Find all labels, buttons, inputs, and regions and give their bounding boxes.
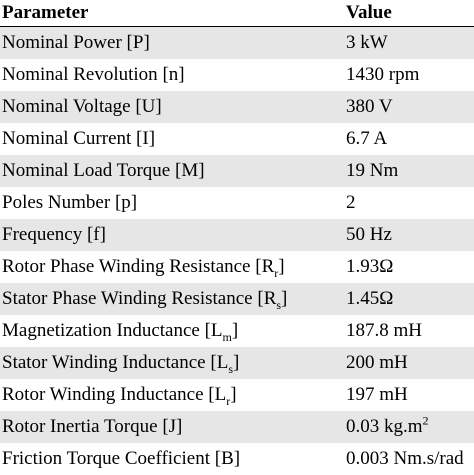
parameter-name: Poles Number [2, 192, 115, 213]
value-cell [334, 27, 474, 60]
parameter-symbol: L [217, 352, 229, 373]
table-row [0, 315, 474, 347]
parameter-value: 1.45Ω [346, 288, 393, 309]
table-row [0, 251, 474, 283]
parameter-cell: Nominal Power [P] [0, 27, 334, 60]
table-row [0, 219, 474, 251]
parameter-cell: Rotor Inertia Torque [J] [0, 411, 334, 443]
parameter-symbol: U [142, 96, 156, 117]
parameter-name: Rotor Phase Winding Resistance [2, 256, 251, 277]
value-cell [334, 59, 474, 91]
value-cell [334, 91, 474, 123]
value-cell [334, 219, 474, 251]
table-row [0, 27, 474, 60]
parameter-name: Rotor Winding Inductance [2, 384, 204, 405]
parameter-value: 380 V [346, 96, 393, 117]
parameter-symbol: P [133, 32, 144, 53]
parameter-value: 0.003 Nm.s/rad [346, 448, 464, 469]
symbol-subscript: r [274, 266, 278, 280]
parameter-value: 50 Hz [346, 224, 392, 245]
table-row [0, 443, 474, 475]
table-row [0, 91, 474, 123]
value-cell [334, 283, 474, 315]
parameter-value: 3 kW [346, 32, 388, 53]
parameter-cell: Rotor Winding Inductance $[L_r]$ [0, 379, 334, 411]
value-cell [334, 347, 474, 379]
parameter-symbol: p [121, 192, 131, 213]
parameter-name: Nominal Voltage [2, 96, 131, 117]
parameter-value: 6.7 A [346, 128, 387, 149]
table-row [0, 347, 474, 379]
parameter-name: Stator Winding Inductance [2, 352, 206, 373]
parameter-cell: Rotor Phase Winding Resistance $[R_r]$ [0, 251, 334, 283]
header-row [0, 0, 474, 27]
table-row [0, 123, 474, 155]
parameter-cell: Stator Winding Inductance $[L_s]$ [0, 347, 334, 379]
value-cell [334, 411, 474, 443]
parameter-cell: Friction Torque Coefficient [B] [0, 443, 334, 475]
parameter-symbol: R [264, 288, 277, 309]
parameter-name: Nominal Revolution [2, 64, 158, 85]
table-row [0, 283, 474, 315]
parameter-symbol: L [211, 320, 223, 341]
parameter-symbol: f [93, 224, 99, 245]
table-row [0, 411, 474, 443]
parameter-cell: Frequency [f] [0, 219, 334, 251]
parameter-value: 200 mH [346, 352, 408, 373]
parameter-symbol: L [215, 384, 227, 405]
parameter-value: 0.03 kg.m [346, 416, 423, 437]
parameter-symbol: B [221, 448, 234, 469]
value-cell [334, 155, 474, 187]
parameter-value: 187.8 mH [346, 320, 422, 341]
table-row [0, 155, 474, 187]
value-cell [334, 251, 474, 283]
parameter-cell: Stator Phase Winding Resistance $[R_s]$ [0, 283, 334, 315]
table-row [0, 187, 474, 219]
parameter-name: Stator Phase Winding Resistance [2, 288, 253, 309]
parameter-value: 197 mH [346, 384, 408, 405]
parameter-cell: Nominal Voltage [U] [0, 91, 334, 123]
parameter-name: Nominal Power [2, 32, 122, 53]
symbol-subscript: s [276, 298, 281, 312]
value-superscript: 2 [423, 414, 429, 428]
table-body [0, 27, 474, 475]
symbol-subscript: m [223, 330, 232, 344]
value-cell [334, 123, 474, 155]
parameter-cell: Magnetization Inductance $[L_m]$ [0, 315, 334, 347]
parameter-symbol: M [181, 160, 198, 181]
value-cell [334, 443, 474, 475]
parameter-value: 1.93Ω [346, 256, 393, 277]
symbol-subscript: r [226, 394, 230, 408]
parameter-symbol: R [262, 256, 275, 277]
parameter-symbol: n [169, 64, 179, 85]
symbol-subscript: s [228, 362, 233, 376]
parameter-value: 19 Nm [346, 160, 398, 181]
value-column-header: Value [334, 0, 474, 27]
parameter-name: Magnetization Inductance [2, 320, 200, 341]
parameter-symbol: I [142, 128, 148, 149]
parameter-name: Nominal Load Torque [2, 160, 170, 181]
parameter-symbol: J [169, 416, 176, 437]
parameter-name: Friction Torque Coefficient [2, 448, 210, 469]
parameter-cell: Nominal Current [I] [0, 123, 334, 155]
table-row [0, 379, 474, 411]
value-cell [334, 315, 474, 347]
table-row [0, 59, 474, 91]
parameter-cell: Nominal Revolution [n] [0, 59, 334, 91]
parameter-name: Nominal Current [2, 128, 131, 149]
value-cell [334, 187, 474, 219]
parameter-value: 1430 rpm [346, 64, 419, 85]
value-cell [334, 379, 474, 411]
parameter-value: 2 [346, 192, 356, 213]
parameter-name: Rotor Inertia Torque [2, 416, 158, 437]
parameter-name: Frequency [2, 224, 82, 245]
parameter-column-header: Parameter [0, 0, 334, 27]
parameter-cell: Poles Number [p] [0, 187, 334, 219]
parameter-cell: Nominal Load Torque [M] [0, 155, 334, 187]
